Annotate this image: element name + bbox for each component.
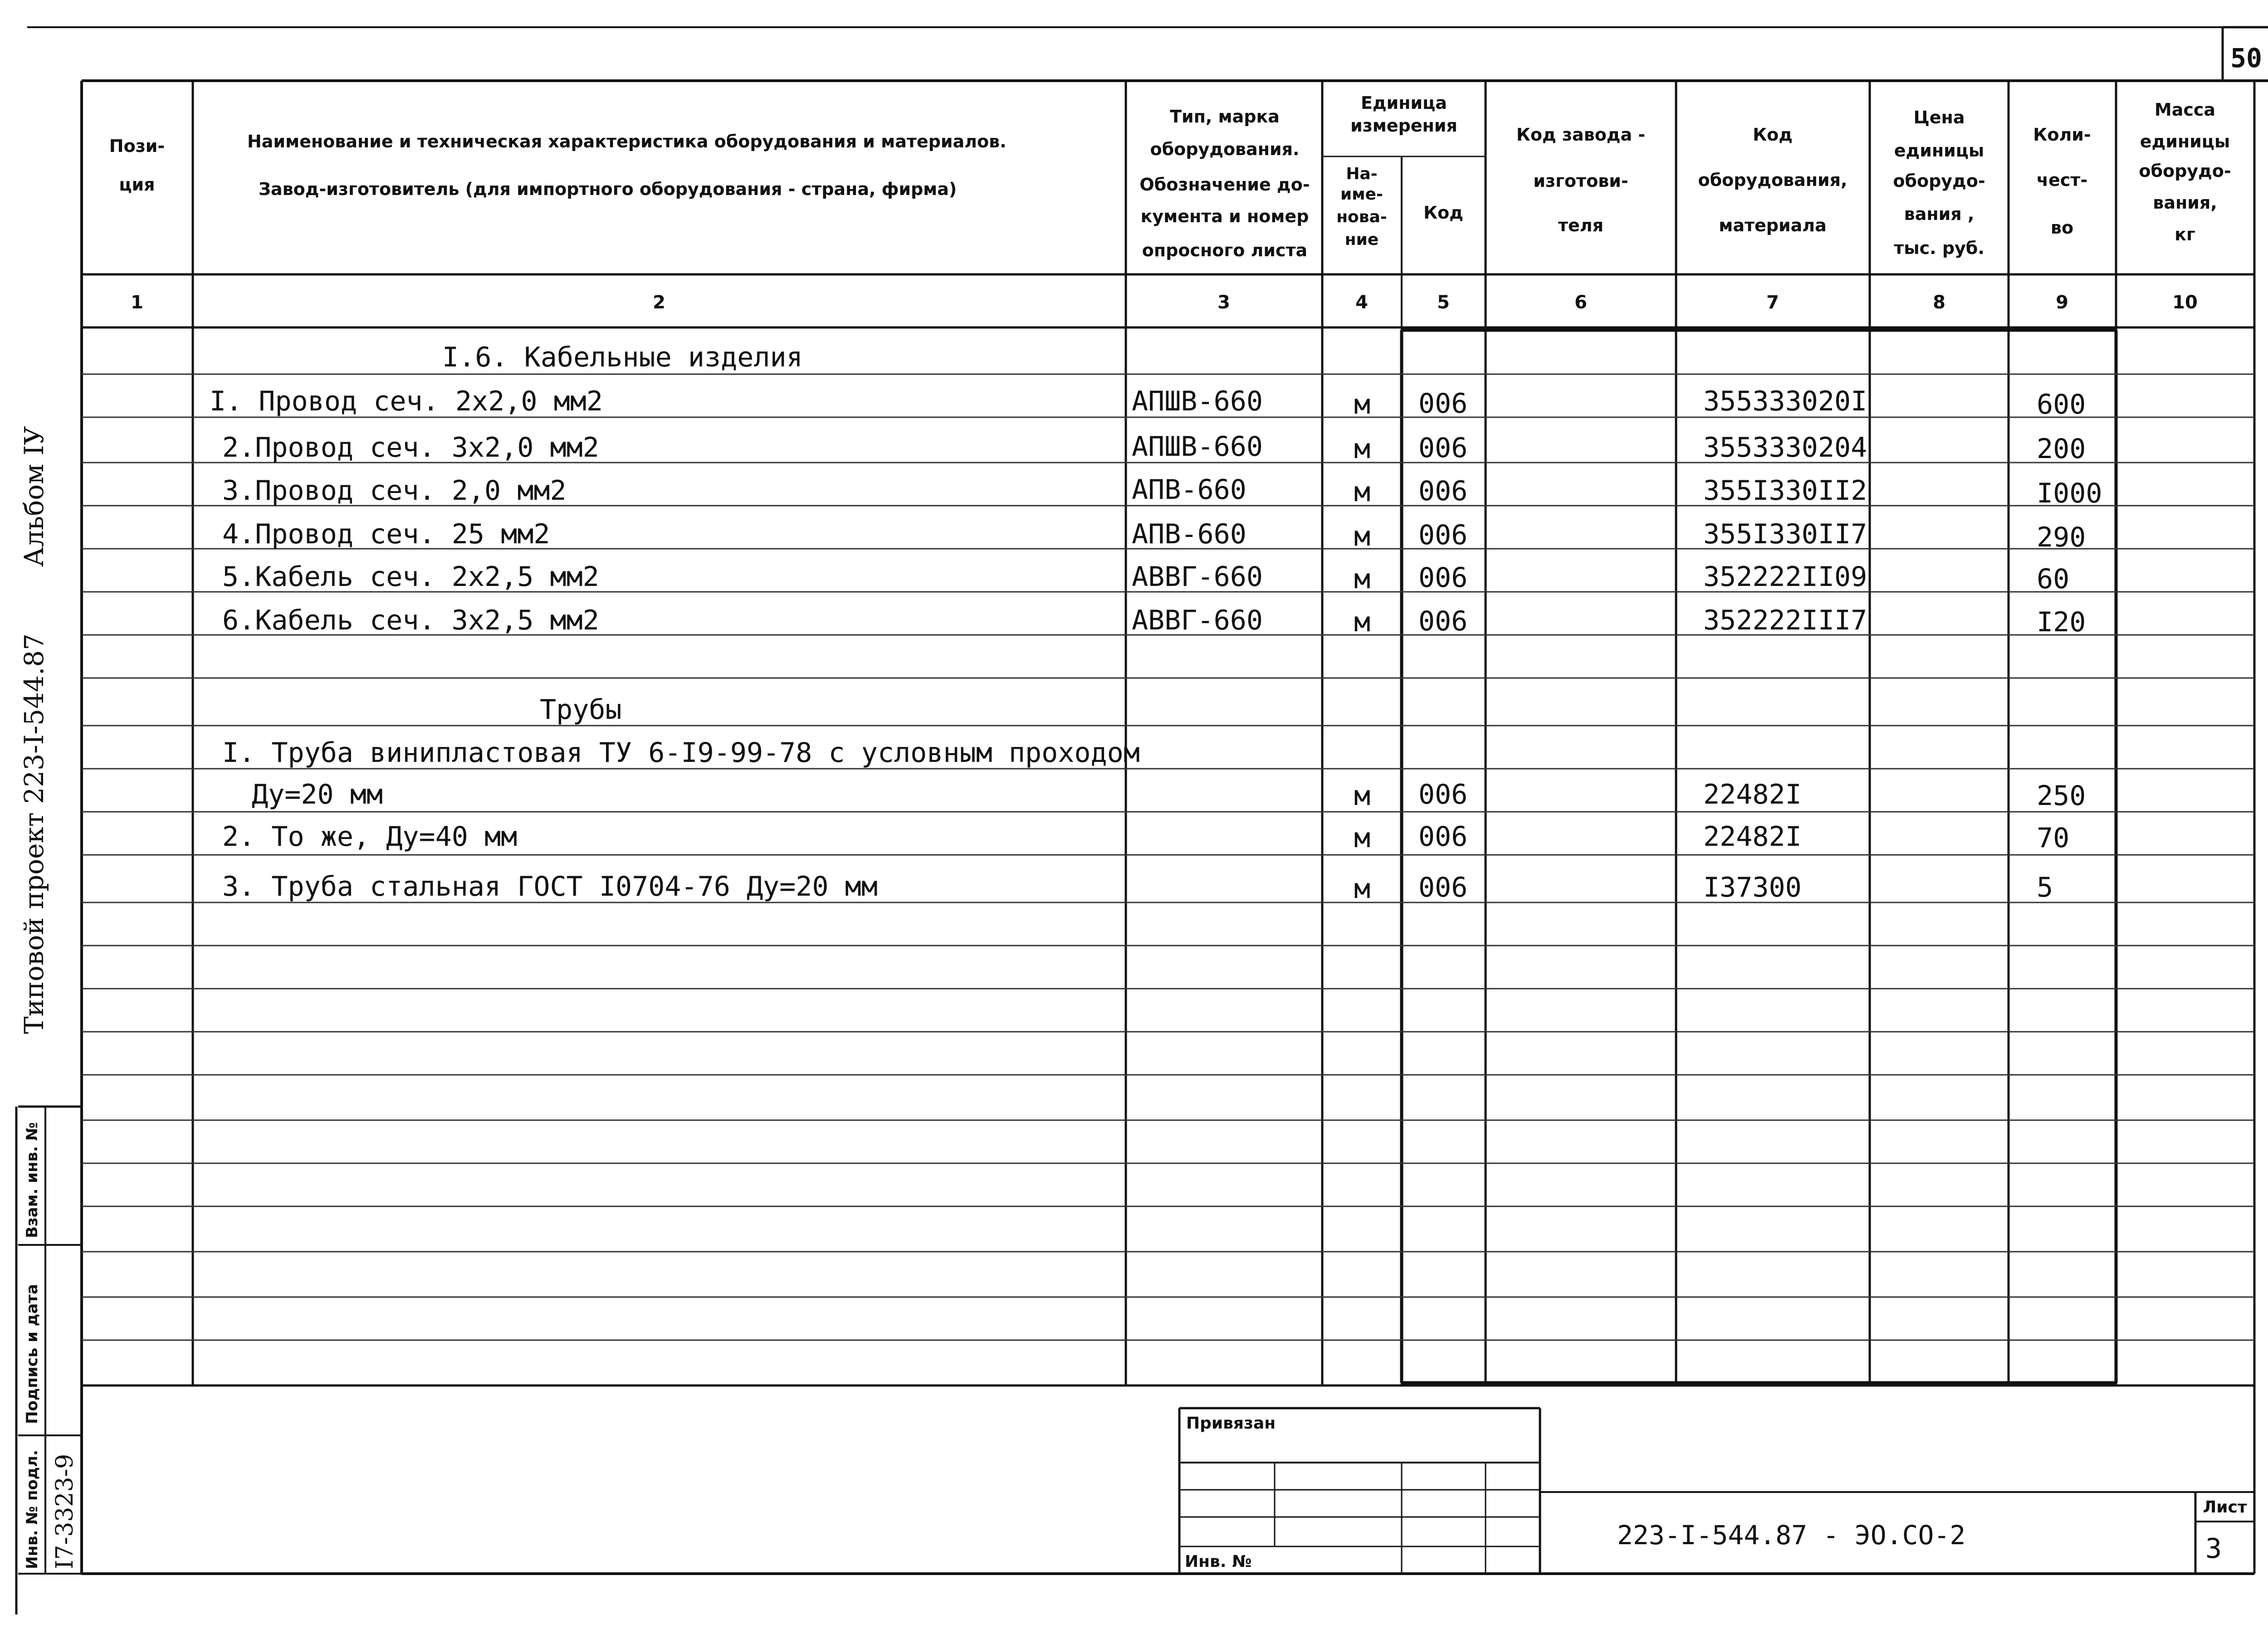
row-type: АВВГ-660 xyxy=(1132,605,1263,636)
row-name: Трубы xyxy=(540,694,622,726)
header-col8-line4: вания , xyxy=(1904,204,1975,224)
table-row xyxy=(540,694,622,726)
sheet-label: Лист xyxy=(2203,1498,2247,1517)
column-numbers xyxy=(131,292,2198,313)
table-row xyxy=(222,431,2086,465)
header-col10-line5: кг xyxy=(2175,224,2195,244)
column-number: 9 xyxy=(2056,292,2068,313)
row-qty: 600 xyxy=(2037,389,2086,420)
sheet-number: 50 xyxy=(2230,43,2262,73)
row-code: 006 xyxy=(1418,519,1468,551)
table-body xyxy=(210,341,2102,905)
row-unit: м xyxy=(1354,521,1371,552)
row-code: 006 xyxy=(1418,821,1468,853)
row-name: 4.Провод сеч. 25 мм2 xyxy=(222,518,550,550)
header-col1-line1: Пози- xyxy=(109,136,165,156)
header-col6-line1: Код завода - xyxy=(1516,125,1646,145)
signature-date-label: Подпись и дата xyxy=(23,1284,41,1424)
row-unit: м xyxy=(1354,606,1371,638)
table-row xyxy=(222,474,2102,509)
row-material-code: 352222II09 xyxy=(1703,561,1867,593)
row-material-code: 352222III7 xyxy=(1703,605,1867,636)
row-unit: м xyxy=(1354,822,1371,854)
header-col6-line3: теля xyxy=(1558,215,1604,235)
row-qty: 250 xyxy=(2037,780,2086,812)
column-number: 6 xyxy=(1574,292,1587,313)
header-col3-line5: опросного листа xyxy=(1142,240,1308,260)
row-name: 6.Кабель сеч. 3х2,5 мм2 xyxy=(222,605,599,636)
row-code: 006 xyxy=(1418,872,1468,903)
header-col3-line3: Обозначение до- xyxy=(1139,175,1310,195)
header-col3-line4: кумента и номер xyxy=(1140,206,1309,226)
table-row xyxy=(222,871,2053,905)
table-row xyxy=(222,605,2086,638)
row-unit: м xyxy=(1354,433,1371,465)
table-grid xyxy=(82,81,2254,1385)
project-label: Типовой проект 223-I-544.87 xyxy=(19,633,49,1034)
table-row xyxy=(442,341,803,373)
row-qty: I20 xyxy=(2037,606,2086,638)
album-label: Альбом IУ xyxy=(19,426,49,567)
row-code: 006 xyxy=(1418,605,1468,637)
header-unit-line2: измерения xyxy=(1350,116,1457,136)
row-type: АПВ-660 xyxy=(1132,518,1246,550)
row-unit: м xyxy=(1354,873,1371,905)
row-type: АПШВ-660 xyxy=(1132,385,1263,417)
row-qty: 290 xyxy=(2037,522,2086,553)
row-name: 3. Труба стальная ГОСТ I0704-76 Ду=20 мм xyxy=(222,871,878,902)
sheet-value: 3 xyxy=(2205,1533,2222,1565)
row-material-code: I37300 xyxy=(1703,872,1802,903)
row-qty: 70 xyxy=(2037,822,2070,854)
column-number: 5 xyxy=(1437,292,1450,313)
row-code: 006 xyxy=(1418,779,1468,810)
header-col3-line1: Тип, марка xyxy=(1170,107,1280,127)
title-block xyxy=(1179,1408,2254,1574)
row-type: АПШВ-660 xyxy=(1132,431,1263,463)
inv-label: Инв. № xyxy=(1185,1552,1252,1571)
row-unit: м xyxy=(1354,563,1371,595)
row-name: 3.Провод сеч. 2,0 мм2 xyxy=(222,475,567,507)
header-col10-line2: единицы xyxy=(2140,132,2230,151)
header-col7-line1: Код xyxy=(1753,125,1793,145)
header-col3-line2: оборудования. xyxy=(1150,139,1300,159)
header-col9-line1: Коли- xyxy=(2033,125,2091,145)
row-material-code: 355I330II2 xyxy=(1703,475,1867,507)
header-col7-line3: материала xyxy=(1719,215,1827,235)
row-type: АВВГ-660 xyxy=(1132,561,1263,593)
table-row xyxy=(222,561,2069,595)
row-name: 2. То же, Ду=40 мм xyxy=(222,821,518,853)
row-material-code: 355333020I xyxy=(1703,385,1867,417)
table-row xyxy=(222,821,2069,854)
table-row xyxy=(252,779,2086,812)
column-number: 3 xyxy=(1217,292,1230,313)
row-type: АПВ-660 xyxy=(1132,474,1246,506)
header-col4-line1: На- xyxy=(1346,165,1378,183)
header-col7-line2: оборудования, xyxy=(1698,170,1848,190)
row-name: I. Труба винипластовая ТУ 6-I9-99-78 с условным проходом xyxy=(222,737,1140,769)
document-code: 223-I-544.87 - ЭО.СО-2 xyxy=(1617,1520,1966,1551)
row-name: 2.Провод сеч. 3х2,0 мм2 xyxy=(222,432,599,463)
column-number: 2 xyxy=(653,292,665,313)
row-qty: I000 xyxy=(2037,478,2102,509)
row-code: 006 xyxy=(1418,432,1468,464)
row-material-code: 355I330II7 xyxy=(1703,518,1867,550)
header-col8-line5: тыс. руб. xyxy=(1894,238,1984,258)
attached-label: Привязан xyxy=(1186,1414,1276,1433)
row-name: I.6. Кабельные изделия xyxy=(442,341,803,373)
inv-original-label: Инв. № подл. xyxy=(23,1449,41,1569)
inv-original-value: I7-3323-9 xyxy=(51,1454,78,1569)
row-code: 006 xyxy=(1418,562,1468,594)
header-col5: Код xyxy=(1423,203,1463,223)
table-row xyxy=(222,737,1140,769)
header-col8-line3: оборудо- xyxy=(1893,171,1985,191)
header-col1-line2: ция xyxy=(119,175,155,195)
column-number: 4 xyxy=(1355,292,1368,313)
header-unit-line1: Единица xyxy=(1361,93,1447,113)
header-col2-line2: Завод-изготовитель (для импортного оборудования - страна, фирма) xyxy=(259,179,957,199)
column-number: 1 xyxy=(131,292,143,313)
row-material-code: 22482I xyxy=(1703,821,1802,853)
header-col2-line1: Наименование и техническая характеристика оборудования и материалов. xyxy=(247,132,1007,151)
row-name: I. Провод сеч. 2х2,0 мм2 xyxy=(210,385,603,417)
header-col10-line3: оборудо- xyxy=(2139,161,2231,181)
column-number: 8 xyxy=(1933,292,1945,313)
row-unit: м xyxy=(1354,780,1371,812)
header-col4-line4: ние xyxy=(1344,230,1379,249)
table-row xyxy=(210,385,2086,420)
header-col9-line3: во xyxy=(2050,218,2074,238)
row-qty: 60 xyxy=(2037,563,2070,595)
row-unit: м xyxy=(1354,389,1371,420)
table-header xyxy=(109,93,2231,260)
header-col8-line2: единицы xyxy=(1894,141,1984,161)
header-col4-line3: нова- xyxy=(1336,208,1387,226)
header-col9-line2: чест- xyxy=(2036,170,2088,190)
header-col10-line1: Масса xyxy=(2154,100,2216,120)
row-code: 006 xyxy=(1418,475,1468,507)
row-material-code: 3553330204 xyxy=(1703,432,1867,463)
row-qty: 5 xyxy=(2037,872,2053,903)
column-number: 7 xyxy=(1766,292,1779,313)
row-name: 5.Кабель сеч. 2х2,5 мм2 xyxy=(222,561,599,593)
side-strip xyxy=(18,426,82,1574)
row-name: Ду=20 мм xyxy=(252,779,383,810)
row-unit: м xyxy=(1354,476,1371,508)
header-col6-line2: изготови- xyxy=(1533,171,1628,191)
row-material-code: 22482I xyxy=(1703,779,1802,810)
table-row xyxy=(222,518,2086,553)
row-code: 006 xyxy=(1418,388,1468,419)
header-col4-line2: име- xyxy=(1340,185,1383,204)
replace-inv-label: Взам. инв. № xyxy=(23,1122,41,1238)
header-col10-line4: вания, xyxy=(2153,193,2217,213)
column-number: 10 xyxy=(2172,292,2198,313)
header-col8-line1: Цена xyxy=(1913,107,1965,127)
row-qty: 200 xyxy=(2037,433,2086,465)
